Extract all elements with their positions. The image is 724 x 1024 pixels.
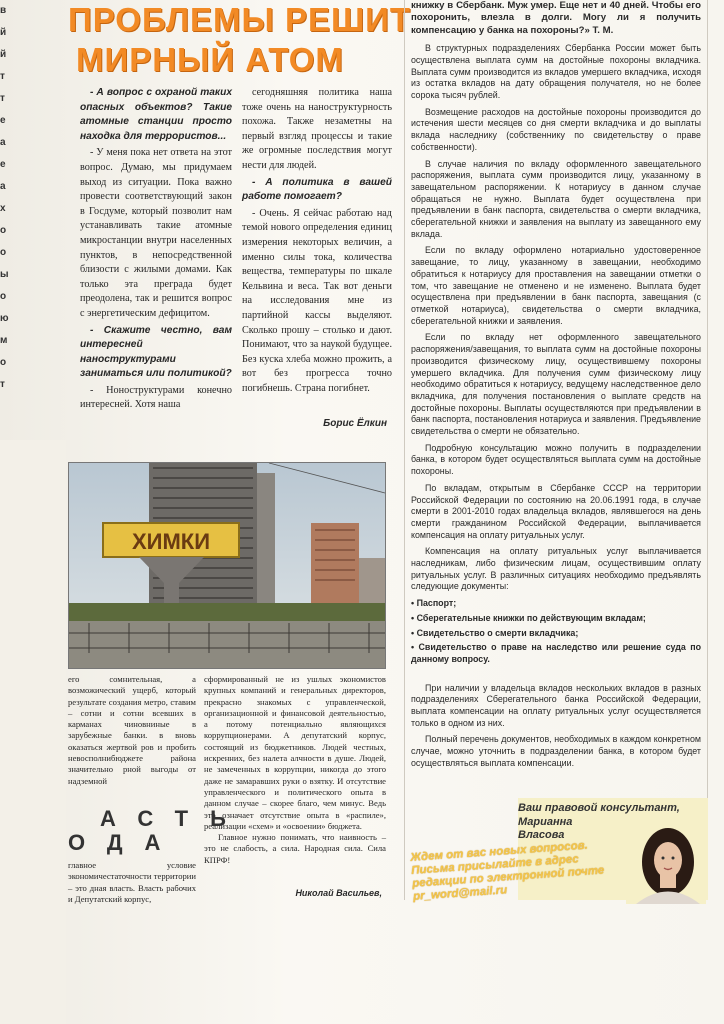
answer-paragraph: По вкладам, открытым в Сбербанке СССР на территории Российской Федерации по состоянию на 20.06.1991 года, в случае смерти в 2001-2010 годах владельца вкладов, являвшегося на день смерти гражданином Российской Федерации, выплачивается компенсация на оплату ритуальных услуг. <box>411 482 701 540</box>
closing-paragraph: Полный перечень документов, необходимых в каждом конкретном случае, можно уточнить в подразделении банка, в котором будет осуществляться выплата компенсации. <box>411 734 701 768</box>
document-item: • Сберегательные книжки по действующим вкладам; <box>411 612 646 623</box>
answer-paragraph: В структурных подразделениях Сбербанка России может быть осуществлена выплата сумм на достойные похороны вкладчика. Выплата сумм производится из вкладов умершего вкладчика, исходя из остатка вкладов на дату обращения получателя, но не более сорока тысяч рублей. <box>411 43 701 101</box>
left-gutter <box>0 440 66 1024</box>
reader-question: книжку в Сбербанк. Муж умер. Еще нет и 40 дней. Чтобы его похоронить, влезла в долги. Могу ли я получить компенсацию у банка на похороны?» Т. М. <box>411 0 701 36</box>
closing-paragraph: При наличии у владельца вкладов нескольких вкладов в разных подразделениях Сберегательного банка Российской Федерации, выплата компенсации на оплату ритуальных услуг осуществляется только в одном из них. <box>411 682 701 728</box>
khimki-photo <box>68 462 386 669</box>
answer-paragraph: В случае наличия по вкладу оформленного завещательного распоряжения, выплата сумм производится лицу, указанному в завещательном распоряжении. К нотариусу в данном случае обращаться не нужно. Выплата будет осуществлена при предъявлении в банк паспорта, свидетельства о смерти вкладчика, сберегательной книжки и заявления на выплату из завещанного ему вклада. <box>411 158 701 239</box>
lower-article-column-2 <box>204 674 386 866</box>
article-signature: Борис Ёлкин <box>323 418 387 429</box>
interview-answer: - Очень. Я сейчас работаю над темой нового определения единиц измерения некоторых величин, а именно силы тока, количества вещества, температуры по шкале Кельвина и веса. Так вот деньги на исследования мне из партийной кассы выделяют. Сколько прошу – столько и дают. Понимают, что за наукой будущее. Без куска хлеба можно прожить, а вот без прогресса точно погибнешь. Страна погибнет. <box>242 207 392 394</box>
lower-col2-text: сформированный не из ушлых экономистов крупных компаний и генеральных директоров, прекрасно знакомых с управленческой, организационной и финансовой деятельностью, а потому потенциально являющихся коррупционерами. А депутатский корпус, состоящий из бюджетников. Людей честных, искренних, без налета алчности в душе. Людей, не замеченных в коррупции, никогда до этого даже не замаравших руки о взятку. И отсутствие управленческого и политического опыта в данном случае – скорее благо, чем минус. Ведь это означает отсутствие опыта в «распиле», реализации «схем» и «освоении» бюджета. <box>204 674 386 831</box>
section-heading-line-1: АСТЬ <box>100 806 248 831</box>
answer-paragraph: Возмещение расходов на достойные похороны производится до истечения шести месяцев со дня смерти вкладчика и до выплаты вклада наследнику (собственнику по свидетельству о праве собственности). <box>411 106 701 152</box>
lower-article-column-1-end <box>68 860 196 905</box>
photo-illustration <box>69 463 385 668</box>
interview-answer: - Ноноструктурами конечно интересней. Хотя наша <box>80 384 232 411</box>
cropped-letter: т <box>0 71 5 82</box>
headline-line-2: МИРНЫЙ АТОМ <box>76 41 344 78</box>
lower-article-signature: Николай Васильев, <box>295 888 382 898</box>
cropped-letter: х <box>0 203 6 214</box>
interview-answer: - У меня пока нет ответа на этот вопрос. Думаю, мы придумаем выход из ситуации. Пока важно провести соответствующий закон в Госдуме, который позволит нам устанавливать такие атомные микростанции внутри населенных пунктов, в непосредственной близости с жилыми домами. Как только эта преграда будет преодолена, так и решится вопрос с энергетическим дефицитом. <box>80 147 232 319</box>
cropped-letter: о <box>0 291 7 302</box>
lower-col1-end: главное условие экономичестаточности территории – это дная власть. Власть рабочих и Депутатский корпус, <box>68 860 196 904</box>
answer-paragraphs <box>411 43 701 593</box>
cropped-letter: в <box>0 5 7 16</box>
section-heading-line-2: ОДА <box>68 830 183 855</box>
article-headline <box>68 0 412 78</box>
article-column-2 <box>242 86 392 442</box>
document-item: • Паспорт; <box>411 598 457 609</box>
cropped-letter: о <box>0 357 7 368</box>
document-item: • Свидетельство о смерти вкладчика; <box>411 627 579 638</box>
interview-question: - А вопрос с охраной таких опасных объектов? Такие атомные станции просто находка для террористов... <box>80 87 232 142</box>
cropped-letter: ю <box>0 313 9 324</box>
documents-list <box>411 598 701 666</box>
article-column-1 <box>80 86 232 442</box>
consultant-last-name: Власова <box>518 829 565 841</box>
closing-paragraphs <box>411 683 701 770</box>
cropped-letter: й <box>0 27 7 38</box>
cropped-letter: м <box>0 335 8 346</box>
cropped-letter: т <box>0 93 5 104</box>
interview-answer: сегодняшняя политика наша тоже очень на наноструктурность похожа. Также незаметны на первый взгляд процессы и такие же огромные последствия могут нести для людей. <box>242 87 392 171</box>
lower-article-column-1 <box>68 674 196 787</box>
consultant-portrait <box>626 824 706 904</box>
cropped-letter: й <box>0 49 7 60</box>
cropped-letter: е <box>0 159 6 170</box>
interview-question: - Скажите честно, вам интересней наноструктурами заниматься или политикой? <box>80 324 232 380</box>
document-item: • Свидетельство о праве на наследство или решение суда по данному вопросу. <box>411 642 701 664</box>
consultant-first-name: Марианна <box>518 815 573 828</box>
answer-paragraph: Подробную консультацию можно получить в подразделении банка, в котором будет осуществляться выплата сумм на достойные похороны. <box>411 442 701 477</box>
cropped-letter: о <box>0 247 7 258</box>
portrait-illustration <box>626 824 706 904</box>
answer-paragraph: Если по вкладу нет оформленного завещательного распоряжения/завещания, то выплата сумм на достойные похороны производится физическому лицу, осуществившему похороны умершего вкладчика. Для получения сумм физическому лицу необходимо обратиться к нотариусу, ведущему наследственное дело вкладчика, для получения постановления о выплате средств на достойные похороны. Выплаты осуществляются при предъявлении в банк паспорта, постановления нотариуса и заявления. Предъявление свидетельства о смерти не обязательно. <box>411 332 701 437</box>
promo-text: Ждем от вас новых вопросов. Письма присылайте в адрес редакции по электронной почте pr_word@mail.ru <box>410 839 605 903</box>
answer-paragraph: Если по вкладу оформлено нотариально удостоверенное завещание, то лицу, указанному в завещании, необходимо обратиться к нотариусу для проставления на завещании отметки о том, что завещание не отменено и не изменено. Выплата будет осуществлена при предъявлении в банк паспорта, завещания (с отметкой нотариуса), свидетельства о смерти вкладчика, сберегательной книжки и заявления. <box>411 245 701 326</box>
legal-advice-column <box>404 0 708 900</box>
khimki-sign-text: ХИМКИ <box>131 529 211 554</box>
cropped-letter: о <box>0 225 7 236</box>
cropped-letter: а <box>0 181 6 192</box>
cropped-letter: ы <box>0 269 9 280</box>
interview-question: - А политика в вашей работе помогает? <box>242 176 392 203</box>
cropped-letter: е <box>0 115 6 126</box>
answer-paragraph: Компенсация на оплату ритуальных услуг выплачивается наследникам, либо физическим лицам, осуществившим оплату ритуальных услуг. В различных ситуациях необходимо предъявлять следующие документы: <box>411 546 701 592</box>
cropped-letter: т <box>0 379 5 390</box>
lower-col2-end: Главное нужно понимать, что наивность – это не слабость, а сила. Народная сила. Сила КПРФ! <box>204 832 386 865</box>
cropped-left-column <box>0 0 68 440</box>
lower-col1-text: его сомнительная, а возможический ущерб, который результате создания метро, ставим – сотни и сотни всевших в карманах чиновниные в зарубежные банки. в вновь оказаться жертвой ров и пробить невосполнибюджете района значительно рной выгоды от надземной <box>68 674 196 786</box>
headline-line-1: ПРОБЛЕМЫ РЕШИТ <box>68 1 412 38</box>
consultant-title: Ваш правовой консультант, <box>518 802 680 814</box>
cropped-letter: а <box>0 137 6 148</box>
